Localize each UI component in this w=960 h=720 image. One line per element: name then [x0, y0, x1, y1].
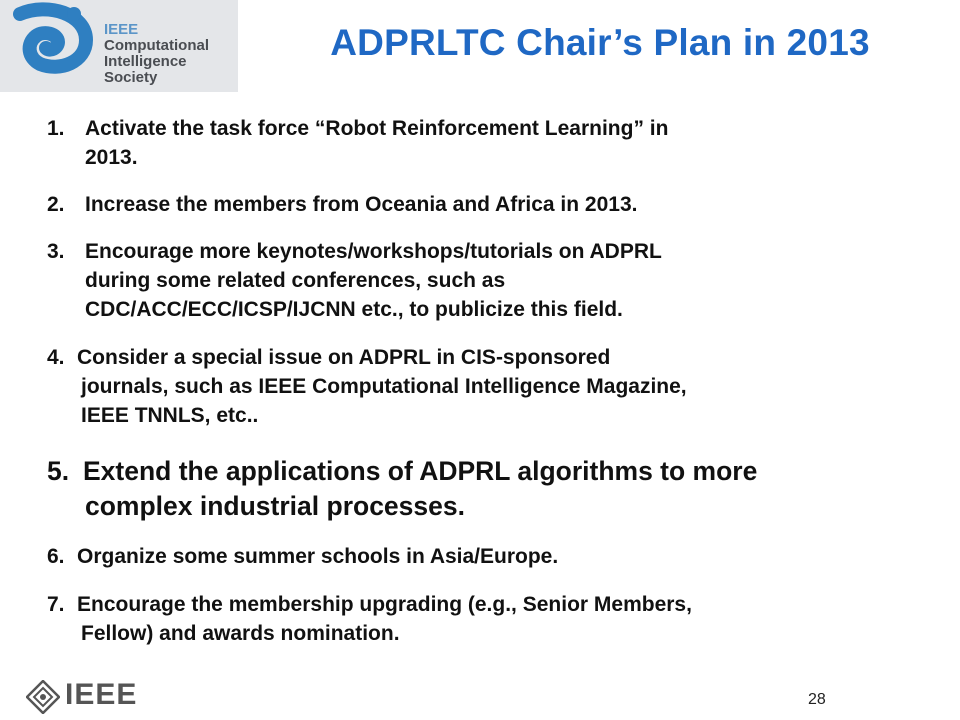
logo-line-intelligence: Intelligence: [104, 53, 187, 70]
plan-item-number: 3.: [47, 240, 65, 263]
plan-item-text: IEEE TNNLS, etc..: [81, 404, 259, 427]
cis-logo-text: [104, 22, 209, 86]
plan-item-text: Organize some summer schools in Asia/Europe.: [77, 545, 559, 568]
slide-title: ADPRLTC Chair’s Plan in 2013: [330, 22, 870, 63]
ieee-diamond-icon: [26, 680, 60, 714]
plan-item-2: [47, 190, 947, 219]
plan-item-line: [47, 190, 947, 219]
plan-item-1: [47, 114, 947, 172]
cis-logo-panel: [0, 0, 238, 92]
plan-item-7: [47, 590, 947, 648]
plan-item-line: [47, 343, 947, 372]
plan-item-number: 4.: [47, 346, 65, 369]
plan-item-text: Fellow) and awards nomination.: [81, 622, 400, 645]
plan-item-text: Encourage more keynotes/workshops/tutorials on ADPRL: [85, 240, 662, 263]
plan-item-text: during some related conferences, such as: [85, 269, 506, 292]
plan-item-line: [47, 114, 947, 143]
plan-item-number: 5.: [47, 456, 70, 486]
plan-item-text: Increase the members from Oceania and Africa in 2013.: [85, 193, 638, 216]
plan-item-line: [47, 454, 947, 489]
plan-item-5: [47, 454, 947, 524]
plan-item-3: [47, 237, 947, 324]
plan-item-text: Extend the applications of ADPRL algorithms to more: [83, 456, 758, 486]
plan-item-text: Consider a special issue on ADPRL in CIS-sponsored: [77, 346, 611, 369]
plan-item-number: 7.: [47, 593, 65, 616]
logo-line-computational: Computational: [104, 37, 209, 54]
page-number: 28: [808, 691, 826, 708]
plan-item-line: [47, 590, 947, 619]
plan-item-number: 2.: [47, 193, 65, 216]
ieee-brand-text: IEEE: [65, 678, 138, 711]
plan-item-4: [47, 343, 947, 430]
plan-item-text: CDC/ACC/ECC/ICSP/IJCNN etc., to publicize this field.: [85, 298, 623, 321]
plan-item-number: 6.: [47, 545, 65, 568]
plan-item-text: Encourage the membership upgrading (e.g., Senior Members,: [77, 593, 692, 616]
plan-item-text: complex industrial processes.: [85, 491, 465, 521]
plan-item-line: [47, 542, 947, 571]
logo-line-ieee: IEEE: [104, 21, 139, 38]
plan-item-text: 2013.: [85, 146, 138, 169]
cis-swirl-icon: [0, 0, 100, 92]
plan-item-line: [47, 237, 947, 266]
logo-line-society: Society: [104, 69, 158, 86]
plan-item-number: 1.: [47, 117, 65, 140]
plan-item-text: Activate the task force “Robot Reinforcement Learning” in: [85, 117, 669, 140]
plan-item-6: [47, 542, 947, 571]
plan-item-text: journals, such as IEEE Computational Intelligence Magazine,: [81, 375, 687, 398]
